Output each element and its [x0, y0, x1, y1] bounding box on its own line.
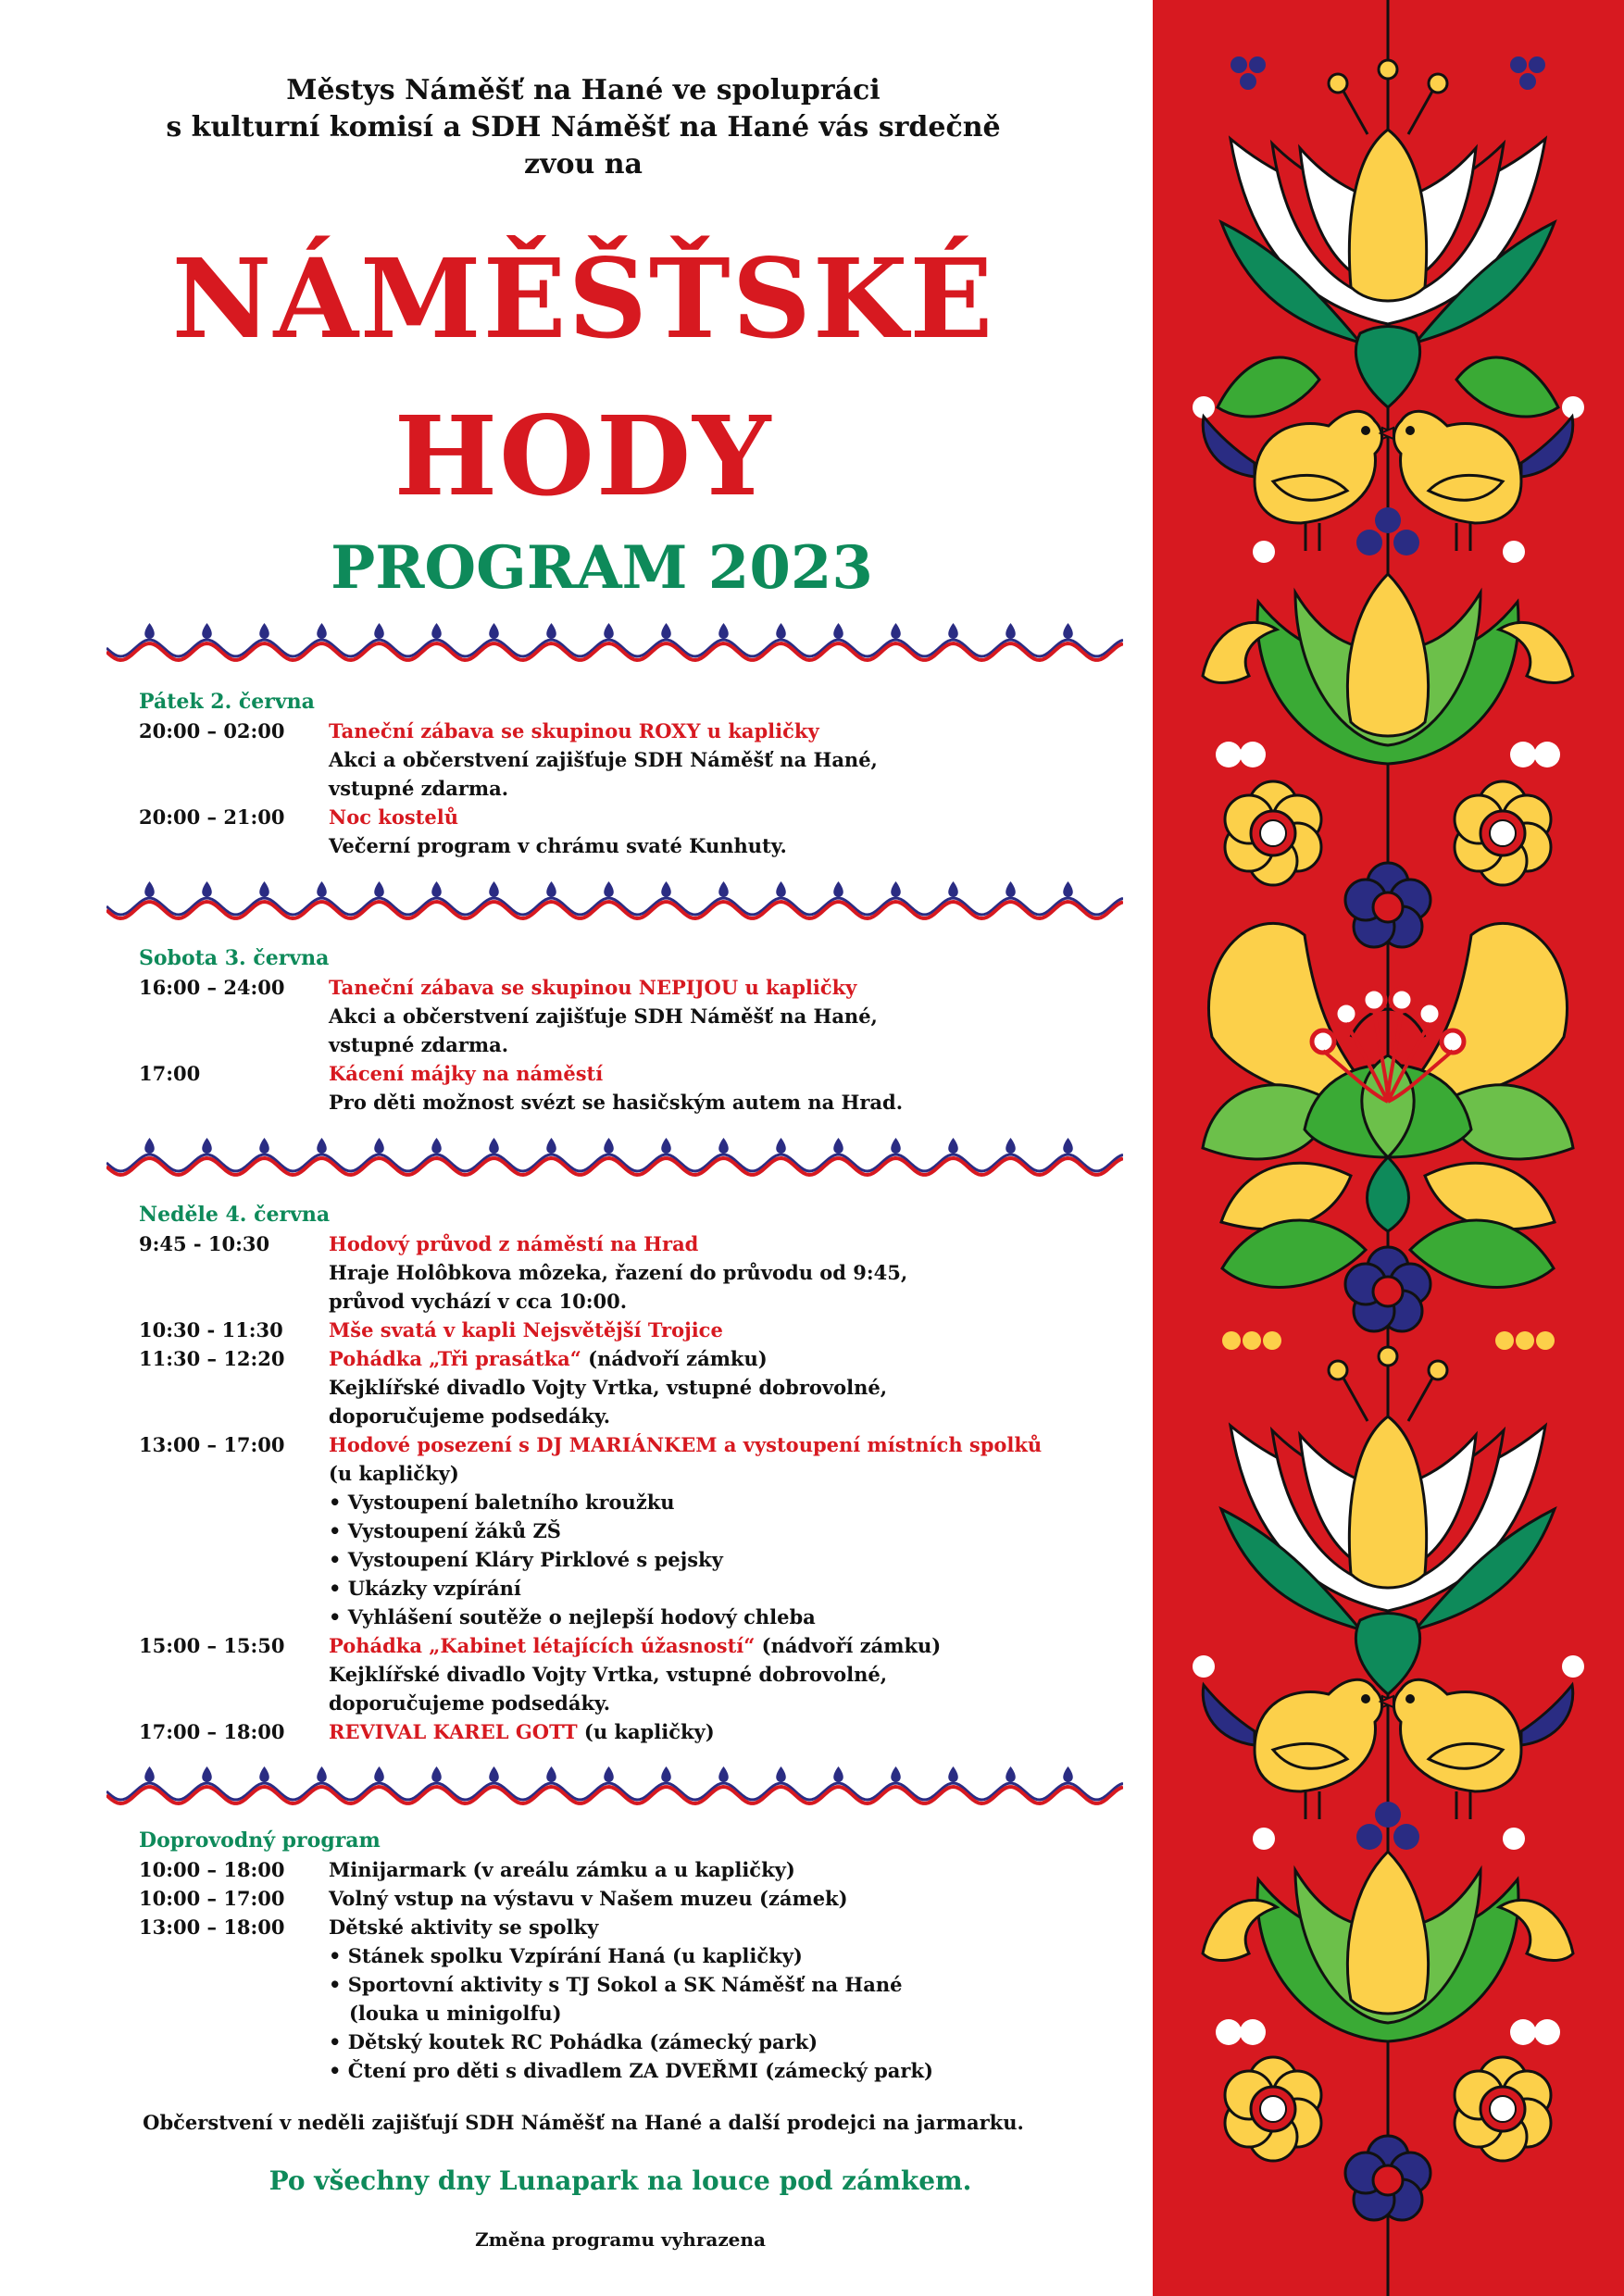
event-time: 10:00 – 17:00 — [139, 1887, 285, 1910]
event-time: 9:45 - 10:30 — [139, 1232, 270, 1255]
bullet-item: • Vystoupení žáků ZŠ — [329, 1519, 561, 1542]
bullet-item: • Vyhlášení soutěže o nejlepší hodový chleba — [329, 1605, 816, 1628]
event-detail: průvod vychází v cca 10:00. — [329, 1290, 628, 1313]
event-row — [139, 1913, 1139, 2085]
footer-refreshments: Občerstvení v neděli zajišťují SDH Náměšť na Hané a další prodejci na jarmarku. — [143, 2111, 1024, 2134]
event-time: 20:00 – 02:00 — [139, 719, 285, 742]
bullet-item: (louka u minigolfu) — [349, 2002, 562, 2025]
event-location: (nádvoří zámku) — [755, 1634, 942, 1657]
wave-divider — [106, 1133, 1123, 1189]
event-time: 13:00 – 18:00 — [139, 1915, 285, 1939]
wave-divider — [106, 1762, 1123, 1817]
day-heading: Neděle 4. června — [139, 1203, 331, 1227]
event-row — [139, 1631, 1139, 1717]
event-detail: Akci a občerstvení zajišťuje SDH Náměšť na Hané, — [329, 1004, 878, 1028]
bullet-item: • Vystoupení Kláry Pirklové s pejsky — [329, 1548, 723, 1571]
event-detail: Večerní program v chrámu svaté Kunhuty. — [329, 834, 787, 857]
folk-ornament-illustration — [1153, 0, 1624, 2296]
event-time: 13:00 – 17:00 — [139, 1433, 285, 1456]
intro-line: zvou na — [524, 148, 643, 181]
footer-lunapark: Po všechny dny Lunapark na louce pod zámkem. — [269, 2165, 972, 2196]
event-title: Hodové posezení s DJ MARIÁNKEM a vystoupení místních spolků — [329, 1433, 1043, 1456]
section-saturday — [139, 944, 1139, 1117]
intro-line: Městys Náměšť na Hané ve spolupráci — [286, 74, 881, 106]
event-row — [139, 717, 1139, 803]
event-detail: vstupné zdarma. — [329, 777, 509, 800]
bullet-item: • Vystoupení baletního kroužku — [329, 1491, 675, 1514]
day-heading: Sobota 3. června — [139, 946, 330, 970]
event-detail: Minijarmark (v areálu zámku a u kapličky) — [329, 1858, 795, 1881]
intro-line: s kulturní komisí a SDH Náměšť na Hané vás srdečně — [166, 111, 1001, 144]
event-detail: doporučujeme podsedáky. — [329, 1691, 611, 1715]
event-title: Taneční zábava se skupinou NEPIJOU u kapličky — [329, 976, 857, 999]
event-detail: Akci a občerstvení zajišťuje SDH Náměšť na Hané, — [329, 748, 878, 771]
program-subtitle: PROGRAM 2023 — [331, 533, 873, 603]
intro-text — [93, 72, 1074, 183]
event-time: 17:00 – 18:00 — [139, 1720, 285, 1743]
event-title: Taneční zábava se skupinou ROXY u kapličky — [329, 719, 819, 742]
event-title: Kácení májky na náměstí — [329, 1062, 604, 1085]
section-accompanying — [139, 1827, 1139, 2085]
section-friday — [139, 688, 1139, 860]
event-location: (nádvoří zámku) — [581, 1347, 768, 1370]
event-time: 17:00 — [139, 1062, 201, 1085]
bullet-item: • Čtení pro děti s divadlem ZA DVEŘMI (zámecký park) — [329, 2059, 933, 2082]
event-row — [139, 1316, 1139, 1344]
event-detail: Dětské aktivity se spolky — [329, 1915, 599, 1939]
event-title: Mše svatá v kapli Nejsvětější Trojice — [329, 1318, 723, 1341]
folk-ornament-band — [1153, 0, 1624, 2296]
event-title: Pohádka „Kabinet létajících úžasností“ — [329, 1634, 756, 1657]
event-detail: doporučujeme podsedáky. — [329, 1404, 611, 1428]
wave-divider — [106, 618, 1123, 674]
bullet-item: • Stánek spolku Vzpírání Haná (u kapličky) — [329, 1944, 803, 1967]
event-detail: (u kapličky) — [329, 1462, 459, 1485]
event-row — [139, 803, 1139, 860]
event-row — [139, 1430, 1139, 1631]
event-time: 15:00 – 15:50 — [139, 1634, 285, 1657]
event-detail: Hraje Holôbkova môzeka, řazení do průvodu od 9:45, — [329, 1261, 908, 1284]
event-row — [139, 1884, 1139, 1913]
bullet-item: • Ukázky vzpírání — [329, 1577, 521, 1600]
bullet-item: • Sportovní aktivity s TJ Sokol a SK Náměšť na Hané — [329, 1973, 903, 1996]
bullet-item: • Dětský koutek RC Pohádka (zámecký park) — [329, 2030, 818, 2053]
wave-divider — [106, 877, 1123, 932]
event-detail: Volný vstup na výstavu v Našem muzeu (zámek) — [329, 1887, 848, 1910]
event-title: Pohádka „Tři prasátka“ — [329, 1347, 581, 1370]
event-row — [139, 1344, 1139, 1430]
event-row — [139, 1229, 1139, 1316]
event-row — [139, 973, 1139, 1059]
event-detail: vstupné zdarma. — [329, 1033, 509, 1056]
event-title: Noc kostelů — [329, 805, 458, 829]
title-line-2: HODY — [394, 392, 773, 520]
footer-program-change: Změna programu vyhrazena — [475, 2228, 766, 2251]
event-time: 16:00 – 24:00 — [139, 976, 285, 999]
event-detail: Kejklířské divadlo Vojty Vrtka, vstupné dobrovolné, — [329, 1663, 888, 1686]
event-time: 10:00 – 18:00 — [139, 1858, 285, 1881]
event-time: 10:30 - 11:30 — [139, 1318, 283, 1341]
event-row — [139, 1855, 1139, 1884]
event-row — [139, 1717, 1139, 1746]
event-time: 11:30 – 12:20 — [139, 1347, 285, 1370]
section-sunday — [139, 1201, 1139, 1746]
event-detail: Pro děti možnost svézt se hasičským autem na Hrad. — [329, 1091, 904, 1114]
title-line-1: NÁMĚŠŤSKÉ — [171, 234, 995, 363]
event-title: Hodový průvod z náměstí na Hrad — [329, 1232, 699, 1255]
event-title: REVIVAL KAREL GOTT — [329, 1720, 578, 1743]
event-detail: Kejklířské divadlo Vojty Vrtka, vstupné dobrovolné, — [329, 1376, 888, 1399]
day-heading: Doprovodný program — [139, 1828, 381, 1853]
day-heading: Pátek 2. června — [139, 690, 315, 714]
event-location: (u kapličky) — [577, 1720, 715, 1743]
event-time: 20:00 – 21:00 — [139, 805, 285, 829]
event-row — [139, 1059, 1139, 1117]
